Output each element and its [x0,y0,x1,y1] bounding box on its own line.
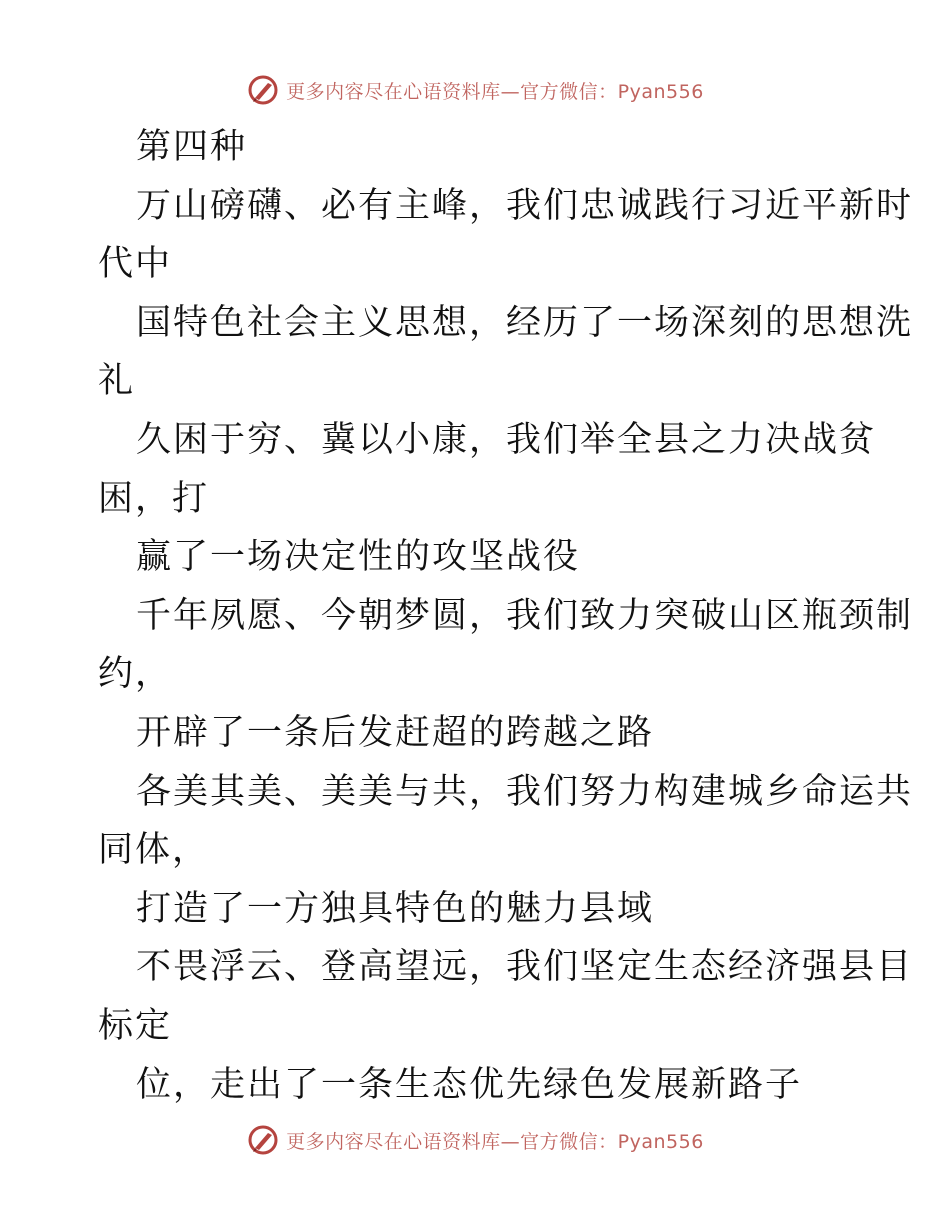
text-line: 代中 [98,244,173,285]
text-line: 第四种 [136,127,248,167]
document-body [98,118,914,1114]
text-line: 各美其美、美美与共，我们努力构建城乡命运共 [136,771,914,812]
text-line: 不畏浮云、登高望远，我们坚定生态经济强县目 [136,947,914,988]
text-line: 万山磅礴、必有主峰，我们忠诚践行习近平新时 [136,185,914,226]
header-watermark [0,70,950,110]
text-line: 约， [98,654,173,695]
text-line: 标定 [98,1005,173,1046]
text-line: 打造了一方独具特色的魅力县域 [136,888,655,929]
text-line: 同体， [98,830,210,871]
pen-logo-icon [246,1123,280,1157]
text-line: 久困于穷、冀以小康，我们举全县之力决战贫 [136,419,877,460]
watermark-text: 更多内容尽在心语资料库—官方微信：Pyan556 [286,80,704,103]
text-line: 困，打 [98,478,210,519]
watermark-text: 更多内容尽在心语资料库—官方微信：Pyan556 [286,1130,704,1153]
text-line: 国特色社会主义思想，经历了一场深刻的思想洗 [136,302,914,343]
text-line: 位，走出了一条生态优先绿色发展新路子 [136,1064,803,1105]
pen-logo-icon [246,73,280,107]
footer-watermark [0,1120,950,1160]
text-line: 礼 [98,361,136,402]
text-line: 千年夙愿、今朝梦圆，我们致力突破山区瓶颈制 [136,595,914,636]
text-line: 赢了一场决定性的攻坚战役 [136,537,581,578]
text-line: 开辟了一条后发赶超的跨越之路 [136,712,655,753]
